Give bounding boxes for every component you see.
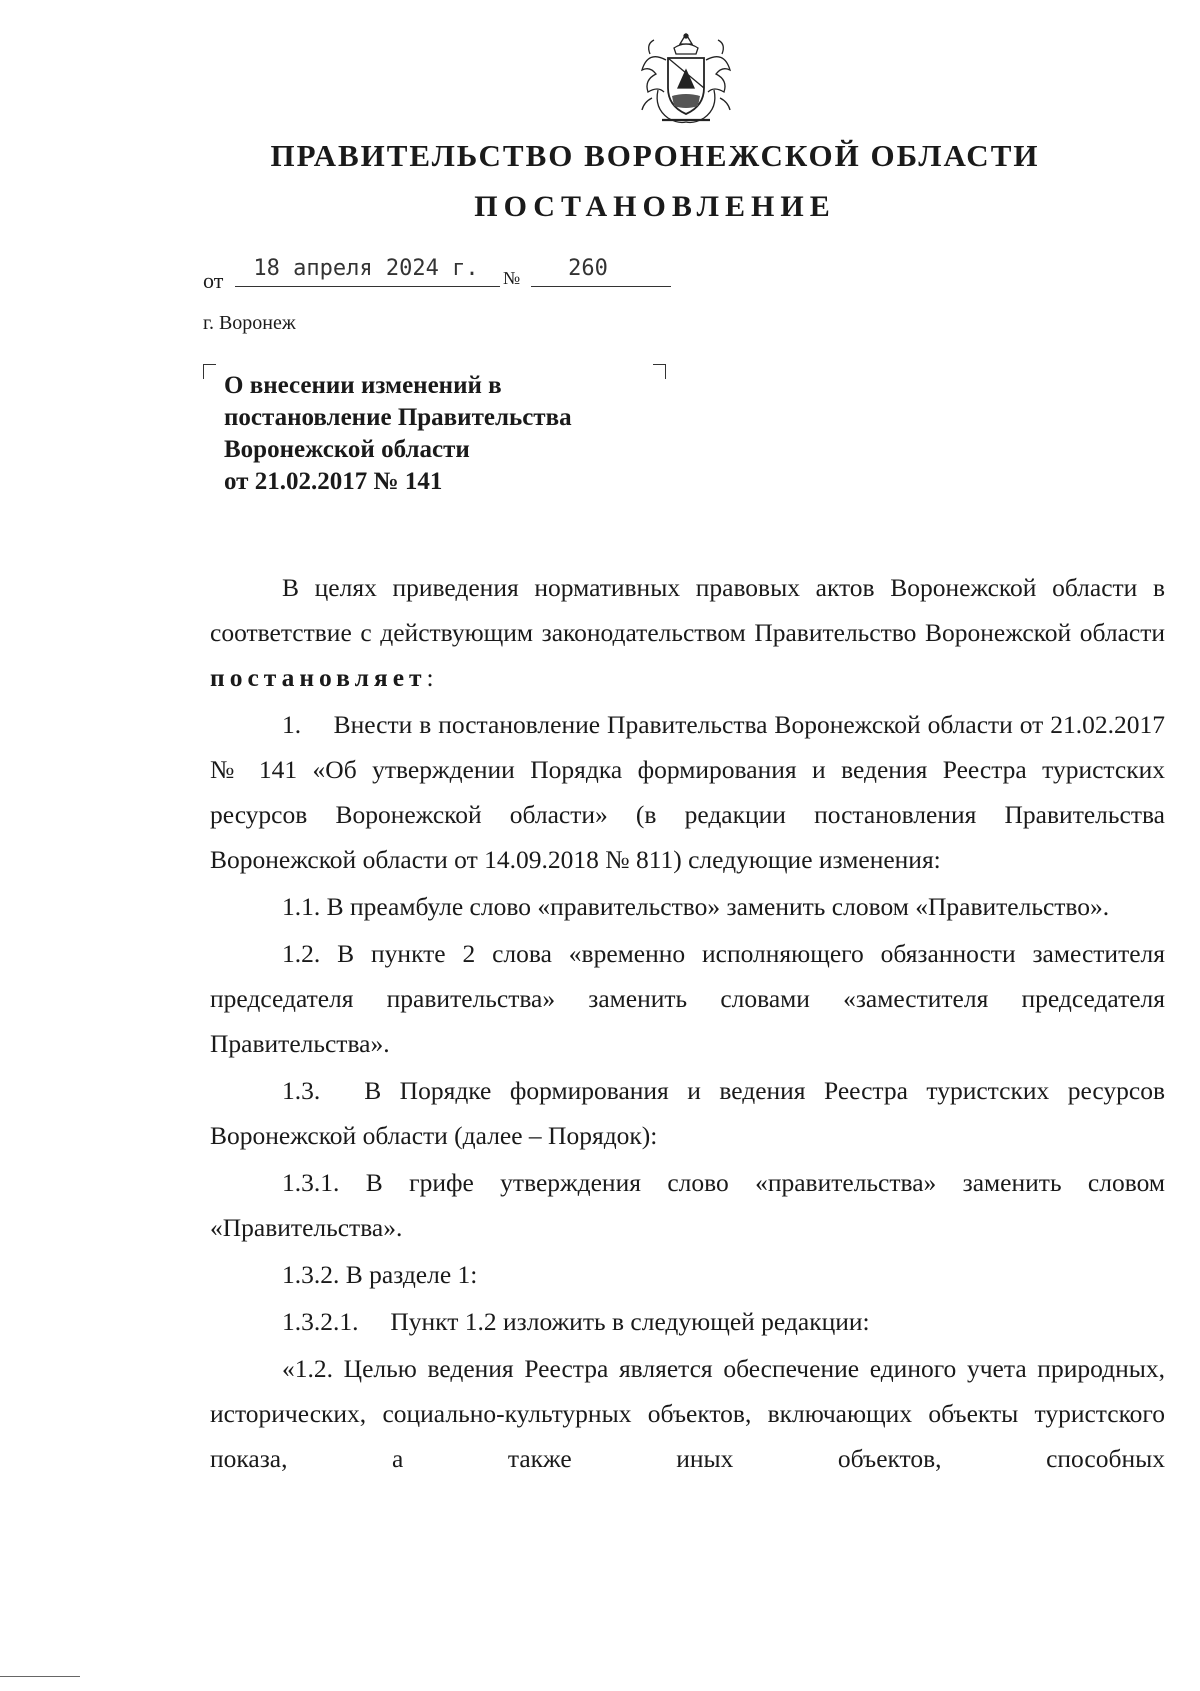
date-underline xyxy=(235,286,500,287)
scan-edge-mark xyxy=(0,1676,80,1677)
document-body xyxy=(210,565,1165,1481)
from-label: от xyxy=(203,268,224,293)
paragraph-1-3-2-1: 1.3.2.1. Пункт 1.2 изложить в следующей редакции: xyxy=(282,1307,870,1336)
preamble-colon: : xyxy=(426,663,434,692)
document-date: 18 апреля 2024 г. xyxy=(253,256,479,281)
paragraph-1-3-1: 1.3.1. В грифе утверждения слово «правительства» заменить словом «Правительства». xyxy=(210,1168,1165,1242)
paragraph-1: 1. Внести в постановление Правительства Воронежской области от 21.02.2017 № 141 «Об утверждении Порядка формирования и ведения Реестра туристских ресурсов Воронежской области» (в редакции постановления Правительства Воронежской области от 14.09.2018 № 811) следующие изменения: xyxy=(210,710,1165,874)
paragraph-1-3: 1.3. В Порядке формирования и ведения Реестра туристских ресурсов Воронежской области (далее – Порядок): xyxy=(210,1076,1165,1150)
subject-line: О внесении изменений в xyxy=(224,372,502,399)
coat-of-arms-icon xyxy=(628,30,744,130)
paragraph-1-3-2: 1.3.2. В разделе 1: xyxy=(282,1260,478,1289)
registration-line xyxy=(203,256,673,292)
preamble-paragraph xyxy=(210,565,1165,700)
organization-title: ПРАВИТЕЛЬСТВО ВОРОНЕЖСКОЙ ОБЛАСТИ xyxy=(270,138,1040,173)
subject-line: Воронежской области xyxy=(224,436,470,463)
subject-line: постановление Правительства xyxy=(224,404,572,431)
preamble-text: В целях приведения нормативных правовых актов Воронежской области в соответствие с действующим законодательством Правительство Воронежской области xyxy=(210,573,1165,647)
document-number: 260 xyxy=(568,256,608,281)
paragraph-1-1: 1.1. В преамбуле слово «правительство» заменить словом «Правительство». xyxy=(282,892,1110,921)
paragraph-1-2: 1.2. В пункте 2 слова «временно исполняющего обязанности заместителя председателя правительства» заменить словами «заместителя председателя Правительства». xyxy=(210,939,1165,1058)
document-type-title: ПОСТАНОВЛЕНИЕ xyxy=(474,190,836,223)
number-underline xyxy=(531,286,671,287)
city-label: г. Воронеж xyxy=(203,312,296,334)
document-subject xyxy=(224,370,664,498)
number-label: № xyxy=(503,268,521,288)
subject-line: от 21.02.2017 № 141 xyxy=(224,468,443,495)
paragraph-quote: «1.2. Целью ведения Реестра является обеспечение единого учета природных, исторических, социально-культурных объектов, включающих объекты туристского показа, а также иных объектов, способных xyxy=(210,1354,1165,1473)
preamble-decree-word: постановляет xyxy=(210,663,427,692)
subject-corner-left xyxy=(203,364,216,379)
